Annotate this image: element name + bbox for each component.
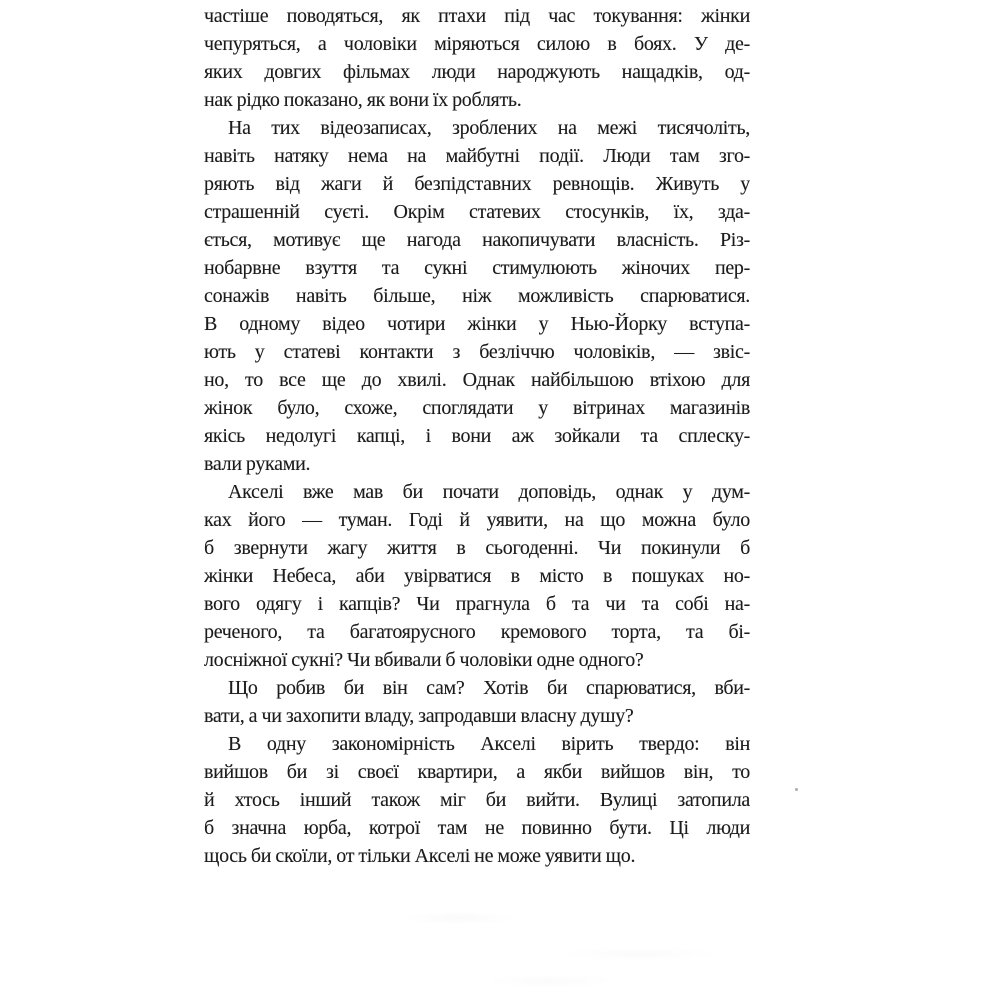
text-line: вого одягу і капців? Чи прагнула б та чи та собі на- bbox=[204, 593, 750, 615]
text-line: сонажів навіть більше, ніж можливість спарюватися. bbox=[204, 285, 750, 307]
text-line: б значна юрба, котрої там не повинно бути. Ці люди bbox=[204, 817, 750, 839]
text-line: жінки Небеса, аби увірватися в місто в пошуках но- bbox=[204, 565, 750, 587]
text-line: нобарвне взуття та сукні стимулюють жіночих пер- bbox=[204, 257, 750, 279]
text-line: ють у статеві контакти з безліччю чоловіків, — звіс- bbox=[204, 341, 750, 363]
text-line: Що робив би він сам? Хотів би спарюватися, вби- bbox=[228, 677, 750, 699]
text-line: частіше поводяться, як птахи під час токування: жінки bbox=[204, 5, 750, 27]
text-line: но, то все ще до хвилі. Однак найбільшою втіхою для bbox=[204, 369, 750, 391]
page-bleedthrough-artifact bbox=[280, 900, 880, 990]
text-line: якісь недолугі капці, і вони аж зойкали та сплеску- bbox=[204, 425, 750, 447]
text-line: й хтось інший також міг би вийти. Вулиці затопила bbox=[204, 789, 750, 811]
text-line: лосніжної сукні? Чи вбивали б чоловіки одне одного? bbox=[204, 649, 644, 671]
text-line: яких довгих фільмах люди народжують нащадків, од- bbox=[204, 61, 750, 83]
text-line: ках його — туман. Годі й уявити, на що можна було bbox=[204, 509, 750, 531]
text-line: ється, мотивує ще нагода накопичувати власність. Різ- bbox=[204, 229, 750, 251]
scan-speck-artifact bbox=[795, 788, 798, 791]
text-line: навіть натяку нема на майбутні події. Люди там зго- bbox=[204, 145, 750, 167]
text-line: На тих відеозаписах, зроблених на межі тисячоліть, bbox=[228, 117, 750, 139]
text-line: вати, а чи захопити владу, запродавши власну душу? bbox=[204, 705, 634, 727]
text-line: б звернути жагу життя в сьогоденні. Чи покинули б bbox=[204, 537, 750, 559]
text-line: вийшов би зі своєї квартири, а якби вийшов він, то bbox=[204, 761, 750, 783]
page-text-block bbox=[204, 2, 750, 870]
text-line: жінок було, схоже, споглядати у вітринах магазинів bbox=[204, 397, 750, 419]
text-line: щось би скоїли, от тільки Акселі не може уявити що. bbox=[204, 845, 636, 867]
text-line: реченого, та багатоярусного кремового торта, та бі- bbox=[204, 621, 750, 643]
text-line: вали руками. bbox=[204, 453, 311, 475]
text-line: В одну закономірність Акселі вірить твердо: він bbox=[228, 733, 750, 755]
text-line: ряють від жаги й безпідставних ревнощів. Живуть у bbox=[204, 173, 750, 195]
text-line: страшенній суєті. Окрім статевих стосунків, їх, зда- bbox=[204, 201, 750, 223]
text-line: Акселі вже мав би почати доповідь, однак у дум- bbox=[228, 481, 750, 503]
text-line: В одному відео чотири жінки у Нью-Йорку вступа- bbox=[204, 313, 750, 335]
text-line: нак рідко показано, як вони їх роблять. bbox=[204, 89, 522, 111]
text-line: чепуряться, а чоловіки міряються силою в боях. У де- bbox=[204, 33, 750, 55]
